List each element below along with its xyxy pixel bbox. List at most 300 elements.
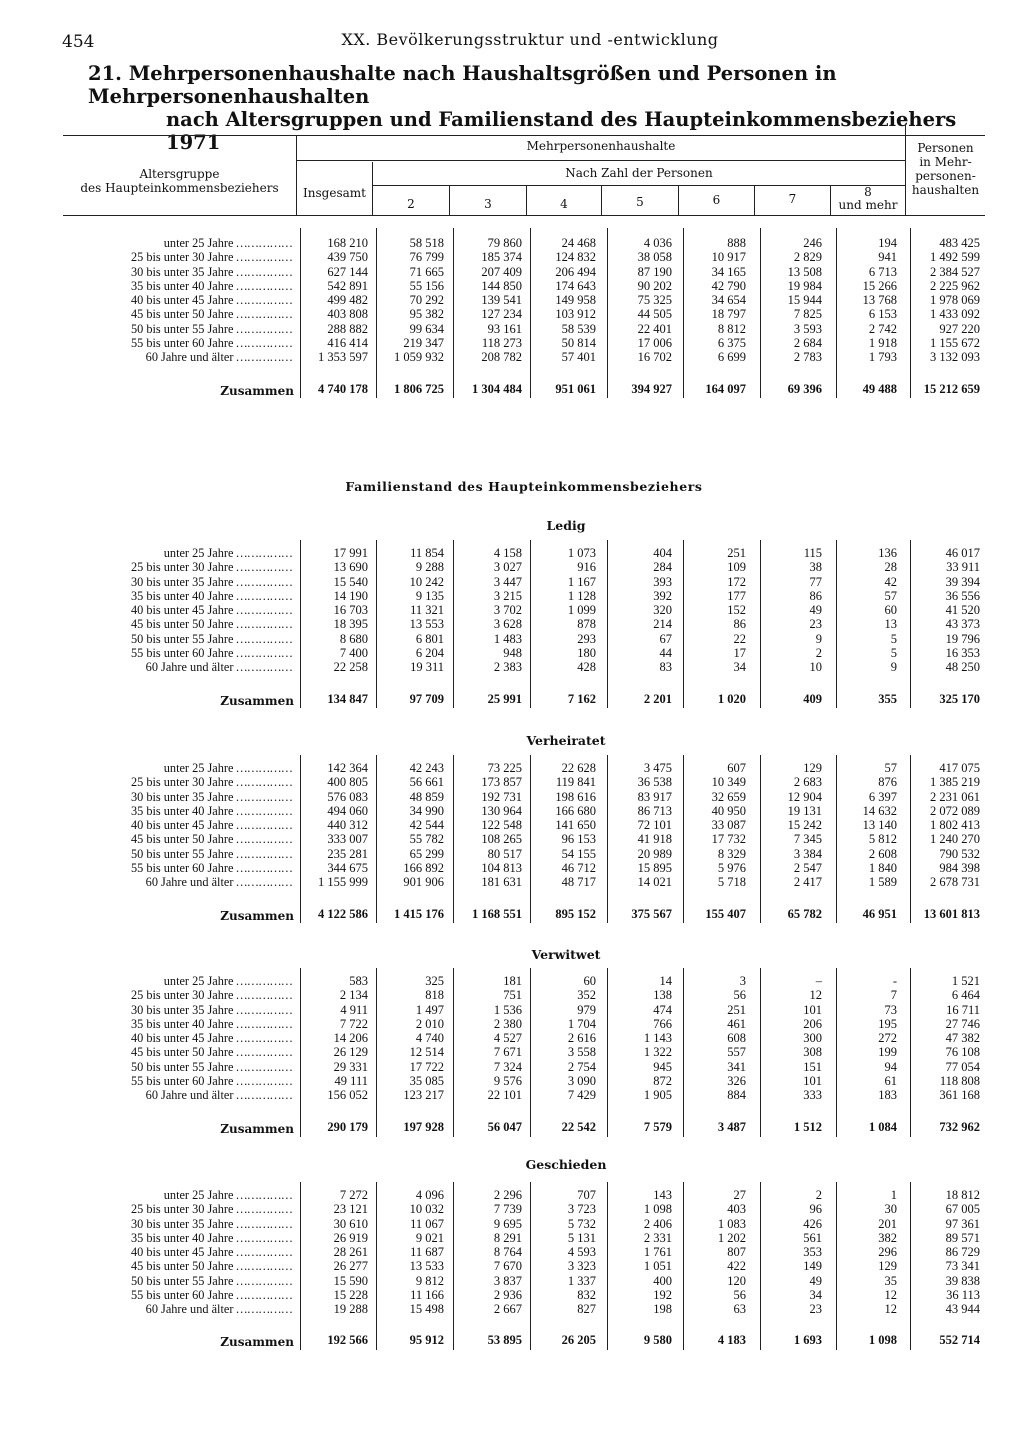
table-cell: 15 540 — [333, 574, 368, 589]
table-cell: 17 722 — [409, 1059, 444, 1074]
table-cell: 70 292 — [409, 293, 444, 308]
total-label: Zusammen — [220, 694, 294, 708]
table-cell: 326 — [727, 1074, 746, 1089]
table-cell: 392 — [653, 588, 672, 603]
table-cell: 23 121 — [333, 1202, 368, 1217]
table-cell: 136 — [878, 546, 897, 560]
header-bottom-rule — [63, 215, 985, 216]
table-cell: 130 964 — [481, 803, 522, 818]
table-cell: 6 375 — [717, 336, 746, 351]
table-cell: 766 — [653, 1016, 672, 1031]
table-cell: 38 — [809, 560, 822, 575]
table-cell: 18 812 — [945, 1188, 980, 1202]
age-group-label: 55 bis unter 60 Jahre …………… — [0, 861, 292, 875]
table-cell: 5 812 — [868, 832, 897, 847]
table-cell: 1 793 — [868, 350, 897, 365]
data-column — [592, 761, 672, 890]
data-column — [900, 546, 980, 675]
table-cell: 3 323 — [567, 1259, 596, 1274]
total-cell: 1 304 484 — [472, 382, 522, 396]
table-cell: 139 541 — [481, 293, 522, 308]
table-cell: 152 — [727, 603, 746, 618]
table-cell: 73 — [884, 1002, 897, 1017]
table-cell: 1 322 — [643, 1045, 672, 1060]
data-column — [442, 1188, 522, 1317]
table-cell: 27 — [733, 1188, 746, 1202]
total-cell: 4 740 178 — [318, 382, 368, 396]
total-cell: 1 084 — [868, 1120, 897, 1134]
age-group-label: 30 bis unter 35 Jahre …………… — [0, 790, 292, 804]
age-group-labels — [0, 546, 292, 675]
table-cell: 39 838 — [945, 1273, 980, 1288]
table-cell: 16 711 — [946, 1002, 980, 1017]
table-cell: 8 764 — [493, 1245, 522, 1260]
table-cell: 194 — [878, 236, 897, 250]
table-cell: 48 717 — [561, 875, 596, 890]
table-cell: 3 384 — [793, 846, 822, 861]
age-group-label: 50 bis unter 55 Jahre …………… — [0, 322, 292, 336]
total-cell: 192 566 — [327, 1333, 368, 1347]
table-cell: 1 073 — [567, 546, 596, 560]
data-column — [742, 1188, 822, 1317]
data-column — [516, 236, 596, 365]
table-cell: 39 394 — [945, 574, 980, 589]
table-cell: 948 — [503, 646, 522, 661]
table-cell: 14 190 — [333, 588, 368, 603]
total-cell: 13 601 813 — [923, 907, 980, 921]
table-cell: 3 — [739, 974, 746, 988]
table-cell: 28 261 — [333, 1245, 368, 1260]
table-cell: 57 401 — [561, 350, 596, 365]
table-cell: 56 — [733, 988, 746, 1003]
data-column — [592, 236, 672, 365]
table-cell: 208 782 — [481, 350, 522, 365]
table-cell: 872 — [653, 1074, 672, 1089]
table-cell: 8 329 — [717, 846, 746, 861]
table-cell: 2 829 — [793, 250, 822, 265]
table-cell: 9 — [815, 631, 822, 646]
table-cell: 180 — [577, 646, 596, 661]
table-cell: 13 768 — [862, 293, 897, 308]
table-cell: 1 240 270 — [930, 832, 980, 847]
total-cell: 25 991 — [487, 692, 522, 706]
table-cell: 124 832 — [555, 250, 596, 265]
table-cell: 103 912 — [555, 307, 596, 322]
table-cell: 104 813 — [481, 861, 522, 876]
table-cell: 22 101 — [487, 1088, 522, 1103]
table-cell: 14 632 — [862, 803, 897, 818]
table-cell: 320 — [653, 603, 672, 618]
table-cell: 542 891 — [327, 278, 368, 293]
age-group-label: 55 bis unter 60 Jahre …………… — [0, 1074, 292, 1088]
table-cell: 47 382 — [945, 1031, 980, 1046]
table-cell: 14 021 — [637, 875, 672, 890]
table-cell: 6 153 — [868, 307, 897, 322]
age-group-label: unter 25 Jahre …………… — [0, 236, 292, 250]
total-cell: 1 512 — [793, 1120, 822, 1134]
table-cell: 36 556 — [945, 588, 980, 603]
data-column — [516, 974, 596, 1103]
table-cell: 151 — [803, 1059, 822, 1074]
data-column — [666, 236, 746, 365]
table-cell: 5 976 — [717, 861, 746, 876]
table-cell: 888 — [727, 236, 746, 250]
data-column — [516, 1188, 596, 1317]
table-cell: 2 383 — [493, 660, 522, 675]
age-group-label: unter 25 Jahre …………… — [0, 546, 292, 560]
data-column — [592, 974, 672, 1103]
table-cell: 2 134 — [339, 988, 368, 1003]
table-cell: 12 904 — [787, 789, 822, 804]
table-cell: 2 010 — [415, 1016, 444, 1031]
table-cell: 95 382 — [409, 307, 444, 322]
table-cell: 10 032 — [409, 1202, 444, 1217]
table-cell: 1 802 413 — [930, 818, 980, 833]
table-cell: 832 — [577, 1288, 596, 1303]
table-cell: 56 661 — [409, 775, 444, 790]
table-cell: 325 — [425, 974, 444, 988]
table-cell: 18 797 — [711, 307, 746, 322]
table-cell: 36 538 — [637, 775, 672, 790]
age-group-label: 50 bis unter 55 Jahre …………… — [0, 632, 292, 646]
table-cell: 945 — [653, 1059, 672, 1074]
total-cell: 56 047 — [487, 1120, 522, 1134]
header-rule — [297, 160, 905, 161]
data-column — [742, 974, 822, 1103]
age-group-label: 45 bis unter 50 Jahre …………… — [0, 307, 292, 321]
table-cell: 19 796 — [945, 631, 980, 646]
table-cell: 417 075 — [939, 761, 980, 775]
total-cell: 69 396 — [787, 382, 822, 396]
table-cell: 89 571 — [945, 1230, 980, 1245]
table-cell: 13 690 — [333, 560, 368, 575]
table-cell: 173 857 — [481, 775, 522, 790]
table-cell: 58 539 — [561, 321, 596, 336]
table-cell: 138 — [653, 988, 672, 1003]
age-group-labels — [0, 974, 292, 1103]
total-cell: 355 — [878, 692, 897, 706]
data-column — [592, 1188, 672, 1317]
table-cell: 1 497 — [415, 1002, 444, 1017]
table-cell: 11 687 — [410, 1245, 444, 1260]
table-cell: 2 — [815, 646, 822, 661]
table-cell: 1 385 219 — [930, 775, 980, 790]
table-cell: 403 808 — [327, 307, 368, 322]
table-cell: 2 742 — [868, 321, 897, 336]
table-cell: 1 521 — [951, 974, 980, 988]
table-cell: 23 — [809, 1302, 822, 1317]
table-cell: 5 131 — [567, 1230, 596, 1245]
table-cell: 979 — [577, 1002, 596, 1017]
size-col-header: 7 — [788, 192, 797, 206]
table-cell: 4 740 — [415, 1031, 444, 1046]
table-cell: 296 — [878, 1245, 897, 1260]
table-cell: 26 277 — [333, 1259, 368, 1274]
table-cell: 3 628 — [493, 617, 522, 632]
table-cell: 6 713 — [868, 264, 897, 279]
table-cell: 13 553 — [409, 617, 444, 632]
table-cell: 707 — [577, 1188, 596, 1202]
age-group-label: 60 Jahre und älter …………… — [0, 875, 292, 889]
table-cell: 34 — [733, 660, 746, 675]
table-cell: 2 667 — [493, 1302, 522, 1317]
table-cell: 927 220 — [939, 321, 980, 336]
table-cell: 2 608 — [868, 846, 897, 861]
table-cell: 26 129 — [333, 1045, 368, 1060]
table-cell: 19 288 — [333, 1302, 368, 1317]
table-cell: 1 492 599 — [930, 250, 980, 265]
total-cell: 197 928 — [403, 1120, 444, 1134]
table-cell: 901 906 — [403, 875, 444, 890]
table-cell: 2 — [815, 1188, 822, 1202]
age-group-label: 40 bis unter 45 Jahre …………… — [0, 293, 292, 307]
table-cell: 7 722 — [339, 1016, 368, 1031]
total-cell: 290 179 — [327, 1120, 368, 1134]
table-cell: 201 — [878, 1216, 897, 1231]
table-cell: 3 447 — [493, 574, 522, 589]
table-cell: 83 — [659, 660, 672, 675]
table-cell: 7 670 — [493, 1259, 522, 1274]
table-cell: 9 812 — [415, 1273, 444, 1288]
table-cell: 4 593 — [567, 1245, 596, 1260]
age-group-label: 40 bis unter 45 Jahre …………… — [0, 1031, 292, 1045]
table-cell: 3 837 — [493, 1273, 522, 1288]
table-cell: 1 167 — [567, 574, 596, 589]
table-cell: 1 155 999 — [318, 875, 368, 890]
table-cell: 1 337 — [567, 1273, 596, 1288]
table-cell: 42 243 — [409, 761, 444, 775]
familienstand-heading: Familienstand des Haupteinkommensbeziehers — [345, 479, 703, 494]
data-column — [900, 236, 980, 365]
table-cell: 416 414 — [327, 336, 368, 351]
table-cell: 428 — [577, 660, 596, 675]
table-cell: 499 482 — [327, 293, 368, 308]
table-cell: 4 158 — [493, 546, 522, 560]
total-cell: 7 579 — [643, 1120, 672, 1134]
table-cell: 46 712 — [561, 861, 596, 876]
table-cell: 790 532 — [939, 846, 980, 861]
table-cell: 608 — [727, 1031, 746, 1046]
data-column — [817, 1188, 897, 1317]
table-cell: 50 814 — [561, 336, 596, 351]
table-cell: 4 911 — [340, 1002, 368, 1017]
data-column — [817, 761, 897, 890]
table-cell: 2 225 962 — [930, 278, 980, 293]
age-group-label: 45 bis unter 50 Jahre …………… — [0, 832, 292, 846]
table-cell: 1 353 597 — [318, 350, 368, 365]
table-cell: 15 590 — [333, 1273, 368, 1288]
table-cell: 17 006 — [637, 336, 672, 351]
table-cell: 14 206 — [333, 1031, 368, 1046]
table-cell: 118 808 — [939, 1074, 980, 1089]
table-cell: 19 984 — [787, 278, 822, 293]
total-cell: 409 — [803, 692, 822, 706]
total-label: Zusammen — [220, 1335, 294, 1349]
age-group-label: 50 bis unter 55 Jahre …………… — [0, 1060, 292, 1074]
total-cell: 1 693 — [793, 1333, 822, 1347]
table-cell: 1 840 — [868, 861, 897, 876]
age-group-label: 30 bis unter 35 Jahre …………… — [0, 1003, 292, 1017]
table-cell: 156 052 — [327, 1088, 368, 1103]
data-column — [442, 236, 522, 365]
data-column — [516, 546, 596, 675]
data-column — [666, 761, 746, 890]
age-group-label: 25 bis unter 30 Jahre …………… — [0, 1202, 292, 1216]
table-cell: 166 680 — [555, 803, 596, 818]
table-cell: 7 400 — [339, 646, 368, 661]
table-cell: 1 — [890, 1188, 897, 1202]
table-cell: 55 156 — [409, 278, 444, 293]
table-cell: 984 398 — [939, 861, 980, 876]
table-cell: 400 — [653, 1273, 672, 1288]
data-column — [817, 546, 897, 675]
table-cell: 2 406 — [643, 1216, 672, 1231]
table-cell: 293 — [577, 631, 596, 646]
table-cell: 288 882 — [327, 321, 368, 336]
table-cell: 1 128 — [567, 588, 596, 603]
age-group-label: 60 Jahre und älter …………… — [0, 1088, 292, 1102]
table-cell: 12 — [809, 988, 822, 1003]
table-cell: 627 144 — [327, 264, 368, 279]
table-cell: 483 425 — [939, 236, 980, 250]
table-cell: 13 — [884, 617, 897, 632]
table-cell: 41 520 — [945, 603, 980, 618]
table-cell: 16 703 — [333, 603, 368, 618]
table-cell: 43 373 — [945, 617, 980, 632]
data-column — [364, 236, 444, 365]
table-cell: 2 417 — [793, 875, 822, 890]
table-cell: 183 — [878, 1088, 897, 1103]
data-column — [288, 236, 368, 365]
table-cell: 60 — [583, 974, 596, 988]
table-cell: 6 464 — [951, 988, 980, 1003]
table-cell: 12 — [884, 1288, 897, 1303]
table-cell: 3 027 — [493, 560, 522, 575]
table-cell: 101 — [803, 1074, 822, 1089]
table-cell: 2 331 — [643, 1230, 672, 1245]
data-column — [742, 546, 822, 675]
total-cell: 394 927 — [631, 382, 672, 396]
table-cell: 13 140 — [862, 818, 897, 833]
table-cell: 440 312 — [327, 818, 368, 833]
table-cell: 27 746 — [945, 1016, 980, 1031]
table-cell: 10 917 — [711, 250, 746, 265]
table-cell: 439 750 — [327, 250, 368, 265]
data-column — [817, 236, 897, 365]
table-cell: 119 841 — [555, 775, 596, 790]
table-cell: 403 — [727, 1202, 746, 1217]
table-cell: 34 654 — [711, 293, 746, 308]
total-cell: 15 212 659 — [923, 382, 980, 396]
table-cell: 195 — [878, 1016, 897, 1031]
table-cell: 22 628 — [561, 761, 596, 775]
table-cell: 93 161 — [487, 321, 522, 336]
table-cell: 422 — [727, 1259, 746, 1274]
table-cell: 1 202 — [717, 1230, 746, 1245]
table-cell: 341 — [727, 1059, 746, 1074]
size-col-header: 4 — [560, 197, 568, 211]
table-cell: 5 718 — [717, 875, 746, 890]
table-cell: 4 096 — [415, 1188, 444, 1202]
table-cell: 115 — [803, 546, 822, 560]
table-cell: 12 514 — [409, 1045, 444, 1060]
age-group-label: 45 bis unter 50 Jahre …………… — [0, 617, 292, 631]
age-group-label: 55 bis unter 60 Jahre …………… — [0, 1288, 292, 1302]
page-number: 454 — [62, 32, 95, 52]
table-cell: 29 331 — [333, 1059, 368, 1074]
table-cell: 87 190 — [637, 264, 672, 279]
table-cell: 2 380 — [493, 1016, 522, 1031]
total-cell: 375 567 — [631, 907, 672, 921]
table-cell: 22 — [733, 631, 746, 646]
age-group-label: 45 bis unter 50 Jahre …………… — [0, 1259, 292, 1273]
table-cell: 15 266 — [862, 278, 897, 293]
table-cell: 46 017 — [945, 546, 980, 560]
data-column — [666, 546, 746, 675]
table-cell: 474 — [653, 1002, 672, 1017]
total-label: Zusammen — [220, 1122, 294, 1136]
table-cell: 308 — [803, 1045, 822, 1060]
age-group-label: 40 bis unter 45 Jahre …………… — [0, 1245, 292, 1259]
table-cell: 123 217 — [403, 1088, 444, 1103]
table-cell: 8 291 — [493, 1230, 522, 1245]
total-cell: 26 205 — [561, 1333, 596, 1347]
table-cell: 16 353 — [945, 646, 980, 661]
table-cell: 404 — [653, 546, 672, 560]
table-cell: 8 812 — [717, 321, 746, 336]
table-cell: 7 — [890, 988, 897, 1003]
table-cell: 12 — [884, 1302, 897, 1317]
table-cell: 42 790 — [711, 278, 746, 293]
table-cell: 3 090 — [567, 1074, 596, 1089]
table-cell: 361 168 — [939, 1088, 980, 1103]
table-cell: 272 — [878, 1031, 897, 1046]
data-column — [442, 546, 522, 675]
total-cell: 1 415 176 — [394, 907, 444, 921]
table-cell: 14 — [659, 974, 672, 988]
total-label: Zusammen — [220, 384, 294, 398]
table-cell: 174 643 — [555, 278, 596, 293]
table-cell: 11 166 — [410, 1288, 444, 1303]
total-cell: 7 162 — [567, 692, 596, 706]
table-cell: 251 — [727, 546, 746, 560]
total-cell: 1 098 — [868, 1333, 897, 1347]
table-cell: 198 616 — [555, 789, 596, 804]
total-cell: 4 122 586 — [318, 907, 368, 921]
title-line-2: nach Altersgruppen und Familienstand des Haupteinkommensbeziehers 1971 — [166, 108, 957, 154]
age-group-label: 30 bis unter 35 Jahre …………… — [0, 575, 292, 589]
nach-zahl-header: Nach Zahl der Personen — [565, 166, 713, 180]
table-cell: 30 — [884, 1202, 897, 1217]
table-cell: 300 — [803, 1031, 822, 1046]
table-cell: 77 — [809, 574, 822, 589]
table-cell: 86 — [733, 617, 746, 632]
table-cell: 5 — [890, 646, 897, 661]
total-label: Zusammen — [220, 909, 294, 923]
table-cell: 149 — [803, 1259, 822, 1274]
table-cell: 60 — [884, 603, 897, 618]
table-cell: 166 892 — [403, 861, 444, 876]
table-cell: 18 395 — [333, 617, 368, 632]
table-cell: 43 944 — [945, 1302, 980, 1317]
table-cell: 144 850 — [481, 278, 522, 293]
table-cell: 32 659 — [711, 789, 746, 804]
table-cell: 35 — [884, 1273, 897, 1288]
table-cell: 65 299 — [409, 846, 444, 861]
table-cell: 83 917 — [637, 789, 672, 804]
table-cell: 9 288 — [415, 560, 444, 575]
table-cell: 42 544 — [409, 818, 444, 833]
